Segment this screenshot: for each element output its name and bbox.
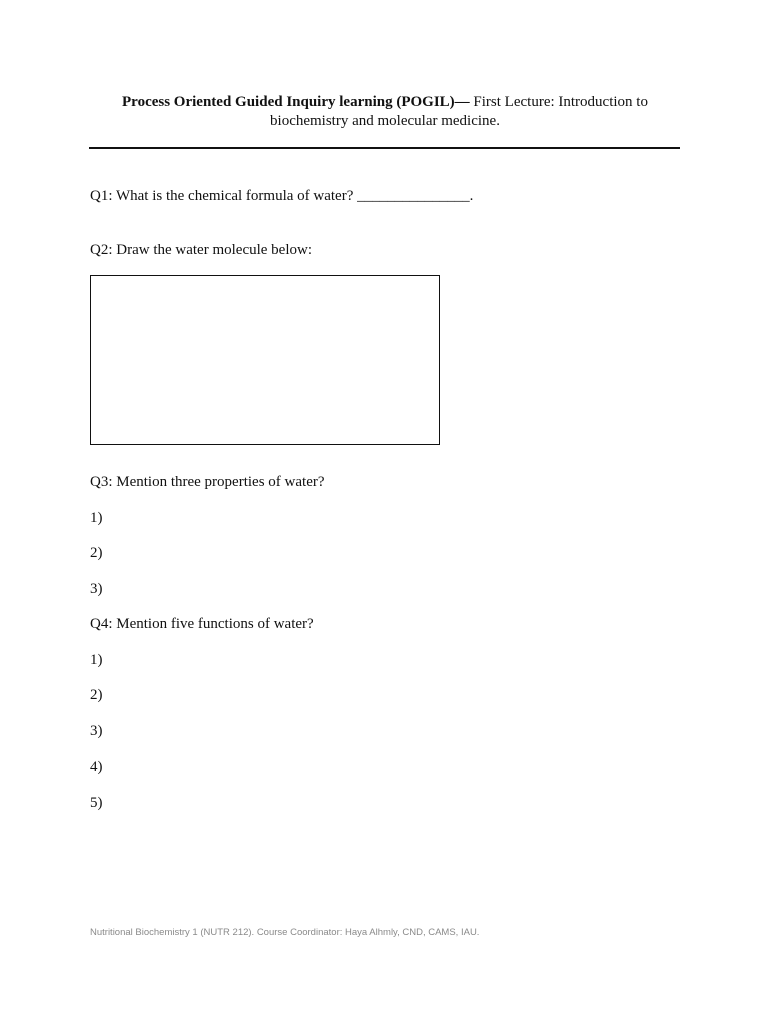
- q3-answer-2: 2): [90, 545, 103, 561]
- q4-answer-2: 2): [90, 687, 103, 703]
- question-4: Q4: Mention five functions of water?: [90, 616, 314, 632]
- q3-answer-3: 3): [90, 581, 103, 597]
- q4-answer-1: 1): [90, 652, 103, 668]
- title-bold-part: Process Oriented Guided Inquiry learning (POGIL)—: [122, 94, 470, 110]
- title-regular-part: First Lecture: Introduction to: [469, 94, 648, 110]
- drawing-box[interactable]: [90, 275, 440, 445]
- q3-answer-1: 1): [90, 510, 103, 526]
- title-line-1: [90, 93, 680, 112]
- question-3: Q3: Mention three properties of water?: [90, 474, 325, 490]
- q4-answer-3: 3): [90, 723, 103, 739]
- q4-answer-4: 4): [90, 759, 103, 775]
- q4-answer-5: 5): [90, 795, 103, 811]
- title-line-2: biochemistry and molecular medicine.: [270, 113, 500, 129]
- page-title: [90, 93, 680, 131]
- page-footer: Nutritional Biochemistry 1 (NUTR 212). Course Coordinator: Haya Alhmly, CND, CAMS, IAU.: [90, 927, 480, 938]
- header-divider: [89, 147, 680, 149]
- question-2: Q2: Draw the water molecule below:: [90, 242, 313, 258]
- question-1: Q1: What is the chemical formula of water? _______________.: [90, 188, 474, 204]
